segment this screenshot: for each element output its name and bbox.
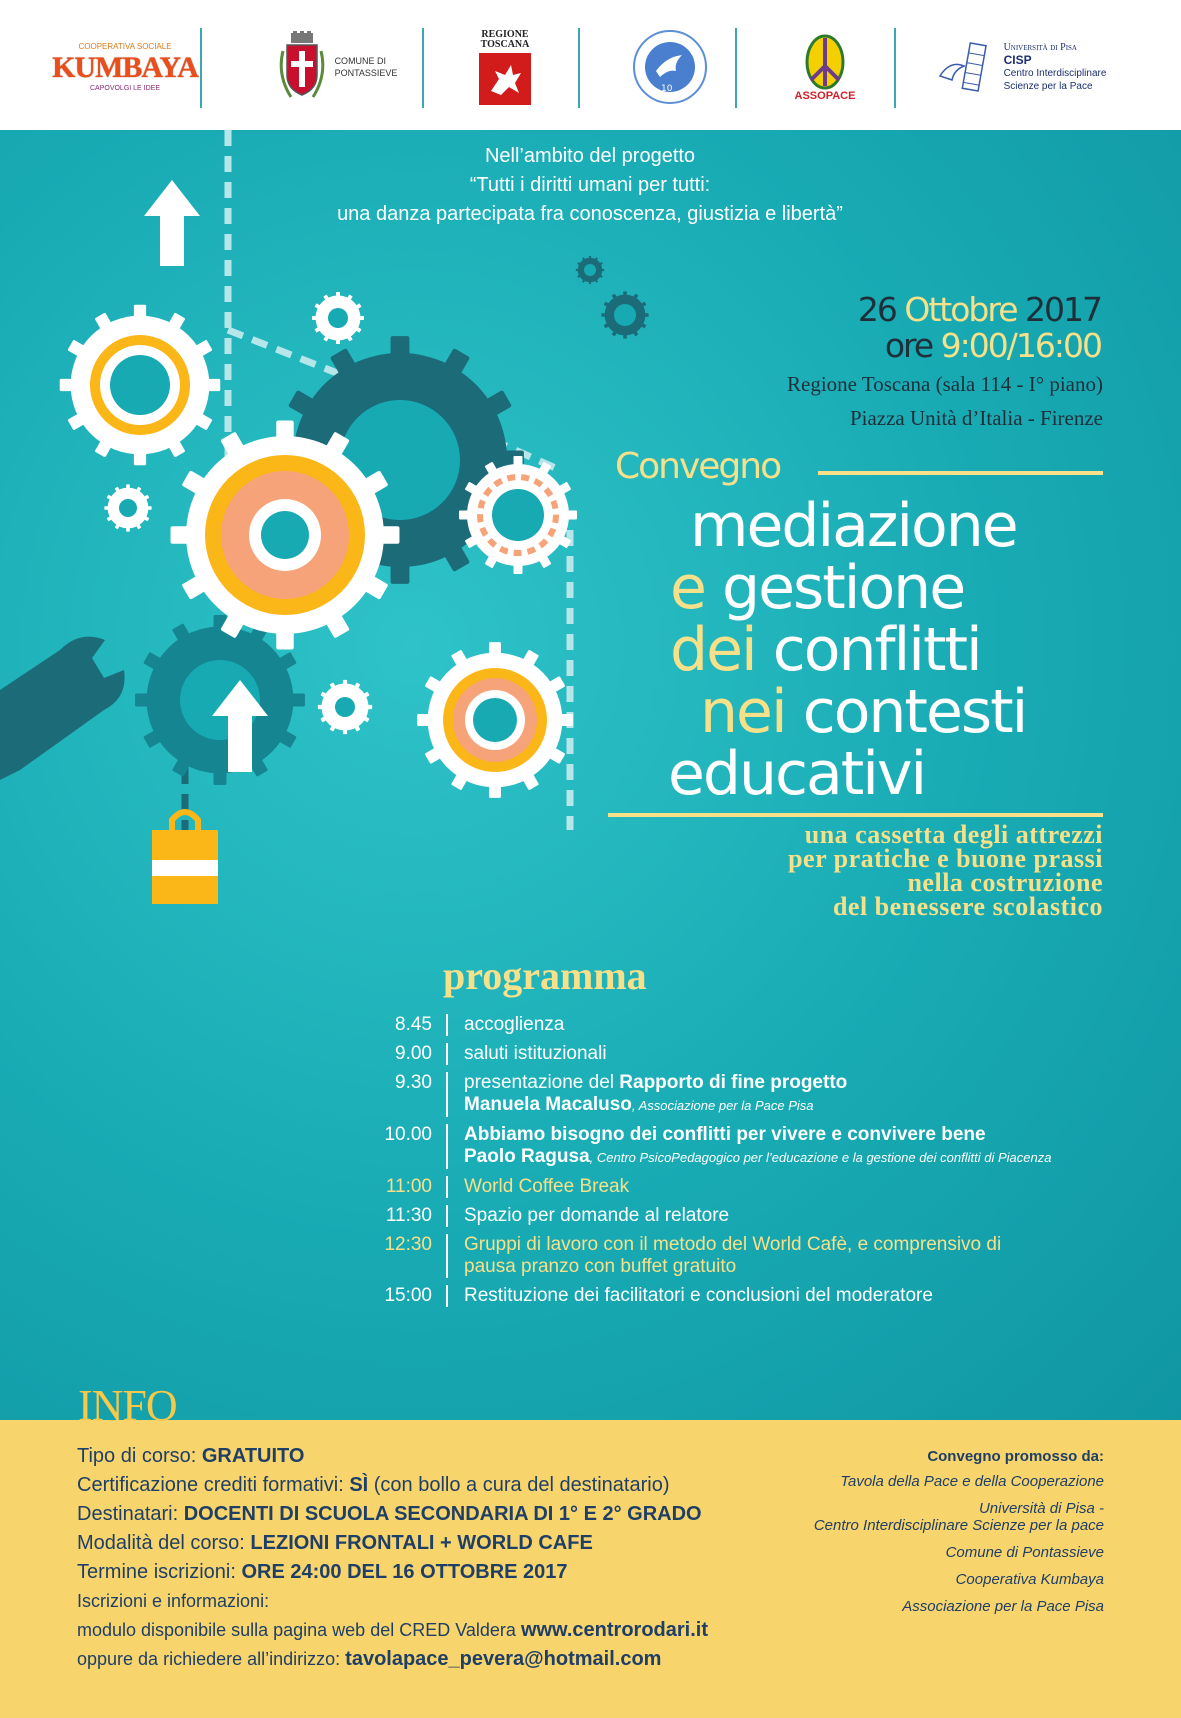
info-value: ORE 24:00 DEL 16 OTTOBRE 2017 [241, 1561, 568, 1583]
info-label: Destinatari: [77, 1503, 184, 1525]
info-line [77, 1442, 708, 1471]
subtitle-line-4: del benessere scolastico [832, 892, 1103, 921]
email-link[interactable]: tavolapace_pevera@hotmail.com [345, 1648, 662, 1670]
project-intro [260, 142, 920, 229]
event-venue-2: Piazza Unità d’Italia - Firenze [849, 406, 1103, 430]
peace-symbol-icon [801, 32, 849, 90]
promoters-title: Convegno promosso da: [927, 1448, 1104, 1465]
kumbaya-top-text: COOPERATIVA SOCIALE [78, 42, 172, 51]
speaker-name: Manuela Macaluso [464, 1094, 632, 1115]
info-label: oppure da richiedere all’indirizzo: [77, 1649, 346, 1669]
kumbaya-name: KUMBAYA [52, 51, 198, 84]
title-divider [818, 471, 1103, 475]
info-value: GRATUITO [201, 1445, 305, 1467]
cisp-line2: Scienze per la Pace [1003, 81, 1093, 92]
poster-main [0, 130, 1181, 1420]
info-value: LEZIONI FRONTALI + WORLD CAFE [250, 1532, 593, 1554]
intro-line-1: Nell’ambito del progetto [484, 145, 696, 167]
schedule-highlight: Rapporto di fine progetto [619, 1072, 848, 1093]
schedule-row [350, 1205, 1090, 1234]
info-label: Termine iscrizioni: [77, 1561, 242, 1583]
programme-schedule [350, 1014, 1090, 1307]
schedule-text: pausa pranzo con buffet gratuito [464, 1256, 737, 1277]
tavola-number: 10 [661, 84, 673, 94]
info-note: (con bollo a cura del destinatario) [368, 1474, 670, 1496]
event-time-value: 9:00/16:00 [940, 326, 1101, 365]
title-connector: e [670, 553, 705, 623]
schedule-time: 9.30 [350, 1072, 448, 1117]
logo-divider [200, 28, 202, 108]
programma-heading: programma [443, 953, 647, 998]
schedule-time: 15:00 [350, 1285, 448, 1307]
schedule-time: 10.00 [350, 1124, 448, 1169]
title-word: conflitti [772, 615, 981, 685]
speaker-name: Paolo Ragusa [464, 1146, 590, 1167]
title-connector: nei [700, 677, 786, 747]
schedule-text: World Coffee Break [464, 1176, 630, 1197]
info-label: Certificazione crediti formativi: [77, 1474, 350, 1496]
title-line-4 [700, 677, 1027, 747]
schedule-text: saluti istituzionali [464, 1043, 607, 1064]
info-label: Modalità del corso: [77, 1532, 251, 1554]
info-heading: INFO [78, 1381, 177, 1430]
event-month: Ottobre [904, 290, 1017, 329]
schedule-text: Restituzione dei facilitatori e conclusioni del moderatore [464, 1285, 933, 1306]
assopace-logo [775, 22, 875, 112]
schedule-row [350, 1285, 1090, 1307]
schedule-time: 8.45 [350, 1014, 448, 1036]
schedule-time: 11:30 [350, 1205, 448, 1227]
title-line-5 [668, 739, 926, 809]
cisp-line1: Centro Interdisciplinare [1003, 68, 1107, 79]
schedule-row [350, 1124, 1090, 1176]
schedule-row [350, 1014, 1090, 1043]
schedule-highlight: Abbiamo bisogno dei conflitti per vivere e convivere bene [464, 1124, 986, 1145]
intro-line-3: una danza partecipata fra conoscenza, giustizia e libertà” [337, 203, 843, 225]
promoter-item: Associazione per la Pace Pisa [902, 1598, 1104, 1615]
logo-divider [894, 28, 896, 108]
wrench-icon [0, 637, 125, 780]
speaker-affiliation: , Associazione per la Pace Pisa [631, 1098, 814, 1113]
subtitle-line-1: una cassetta degli attrezzi [804, 820, 1103, 849]
event-time-prefix: ore [884, 326, 933, 365]
toscana-line2: TOSCANA [480, 38, 530, 50]
event-date [858, 292, 1101, 328]
website-link[interactable]: www.centrorodari.it [520, 1619, 708, 1641]
info-line [77, 1529, 708, 1558]
schedule-text: Gruppi di lavoro con il metodo del World Cafè, e comprensivo di [464, 1234, 1002, 1255]
up-arrow-icon [144, 180, 200, 266]
schedule-time: 11:00 [350, 1176, 448, 1198]
schedule-body [448, 1072, 847, 1117]
schedule-body [448, 1234, 1001, 1278]
info-label: Tipo di corso: [77, 1445, 202, 1467]
schedule-row [350, 1043, 1090, 1072]
cisp-logo [915, 22, 1125, 112]
title-word: educativi [668, 739, 926, 809]
promoter-item: Cooperativa Kumbaya [955, 1571, 1104, 1588]
event-venue-1: Regione Toscana (sala 114 - I° piano) [787, 372, 1103, 396]
schedule-row [350, 1234, 1090, 1285]
schedule-row [350, 1176, 1090, 1205]
info-value: SÌ [349, 1474, 369, 1496]
promoter-line: Università di Pisa - [978, 1500, 1104, 1517]
title-word: mediazione [690, 491, 1017, 561]
logo-bar [0, 0, 1181, 130]
title-connector: dei [670, 615, 756, 685]
info-section [0, 1420, 1181, 1718]
promoter-item [744, 1500, 1104, 1534]
pontassieve-logo [262, 22, 412, 112]
convegno-kicker [615, 446, 1103, 492]
assopace-name: ASSOPACE [794, 90, 856, 102]
logo-divider [735, 28, 737, 108]
pegasus-icon [479, 53, 531, 105]
info-line [77, 1471, 708, 1500]
schedule-text: presentazione del [464, 1072, 620, 1093]
pontassieve-line1: COMUNE DI [334, 56, 387, 66]
info-line [77, 1616, 708, 1645]
pisa-tower-icon [934, 36, 996, 98]
promoter-item: Comune di Pontassieve [945, 1544, 1104, 1561]
dove-icon [630, 27, 710, 107]
info-value: DOCENTI DI SCUOLA SECONDARIA DI 1° E 2° GRADO [183, 1503, 702, 1525]
title-line-1 [690, 491, 1017, 561]
convegno-label: Convegno [615, 446, 781, 487]
pontassieve-line2: PONTASSIEVE [334, 68, 398, 78]
subtitle-line-2: per pratiche e buone prassi [788, 844, 1103, 873]
tavola-pace-logo [625, 22, 715, 112]
schedule-time: 9.00 [350, 1043, 448, 1065]
event-day: 26 [857, 290, 896, 329]
subtitle-line-3: nella costruzione [907, 868, 1103, 897]
title-divider [608, 813, 1103, 817]
cisp-university: Università di Pisa [1003, 42, 1077, 53]
schedule-time: 12:30 [350, 1234, 448, 1278]
cisp-acronym: CISP [1003, 53, 1032, 67]
title-line-2 [670, 553, 965, 623]
info-line: Iscrizioni e informazioni: [77, 1591, 270, 1611]
schedule-text: Spazio per domande al relatore [464, 1205, 730, 1226]
info-list [77, 1442, 708, 1674]
event-year: 2017 [1025, 290, 1101, 329]
subtitle [788, 820, 1103, 921]
logo-divider [422, 28, 424, 108]
intro-line-2: “Tutti i diritti umani per tutti: [469, 174, 711, 196]
pontassieve-crest-icon [277, 31, 327, 103]
title-line-3 [670, 615, 981, 685]
promoter-item: Tavola della Pace e della Cooperazione [840, 1473, 1104, 1490]
schedule-row [350, 1072, 1090, 1124]
info-label: modulo disponibile sulla pagina web del CRED Valdera [77, 1620, 521, 1640]
speaker-affiliation: , Centro PsicoPedagogico per l’educazione e la gestione dei conflitti di Piacenza [589, 1150, 1052, 1165]
promoter-line: Centro Interdisciplinare Scienze per la pace [813, 1517, 1104, 1534]
promoters [744, 1448, 1104, 1625]
kumbaya-logo [52, 22, 198, 112]
toscana-logo [475, 22, 535, 112]
kumbaya-tagline: CAPOVOLGI LE IDEE [89, 85, 161, 92]
logo-divider [578, 28, 580, 108]
title-word: gestione [722, 553, 965, 623]
info-line [77, 1500, 708, 1529]
event-time [885, 328, 1101, 364]
info-line [77, 1645, 708, 1674]
schedule-text: accoglienza [464, 1014, 565, 1035]
title-word: contesti [802, 677, 1027, 747]
toscana-line1: REGIONE [481, 28, 529, 40]
info-line [77, 1558, 708, 1587]
schedule-body [448, 1124, 1051, 1169]
